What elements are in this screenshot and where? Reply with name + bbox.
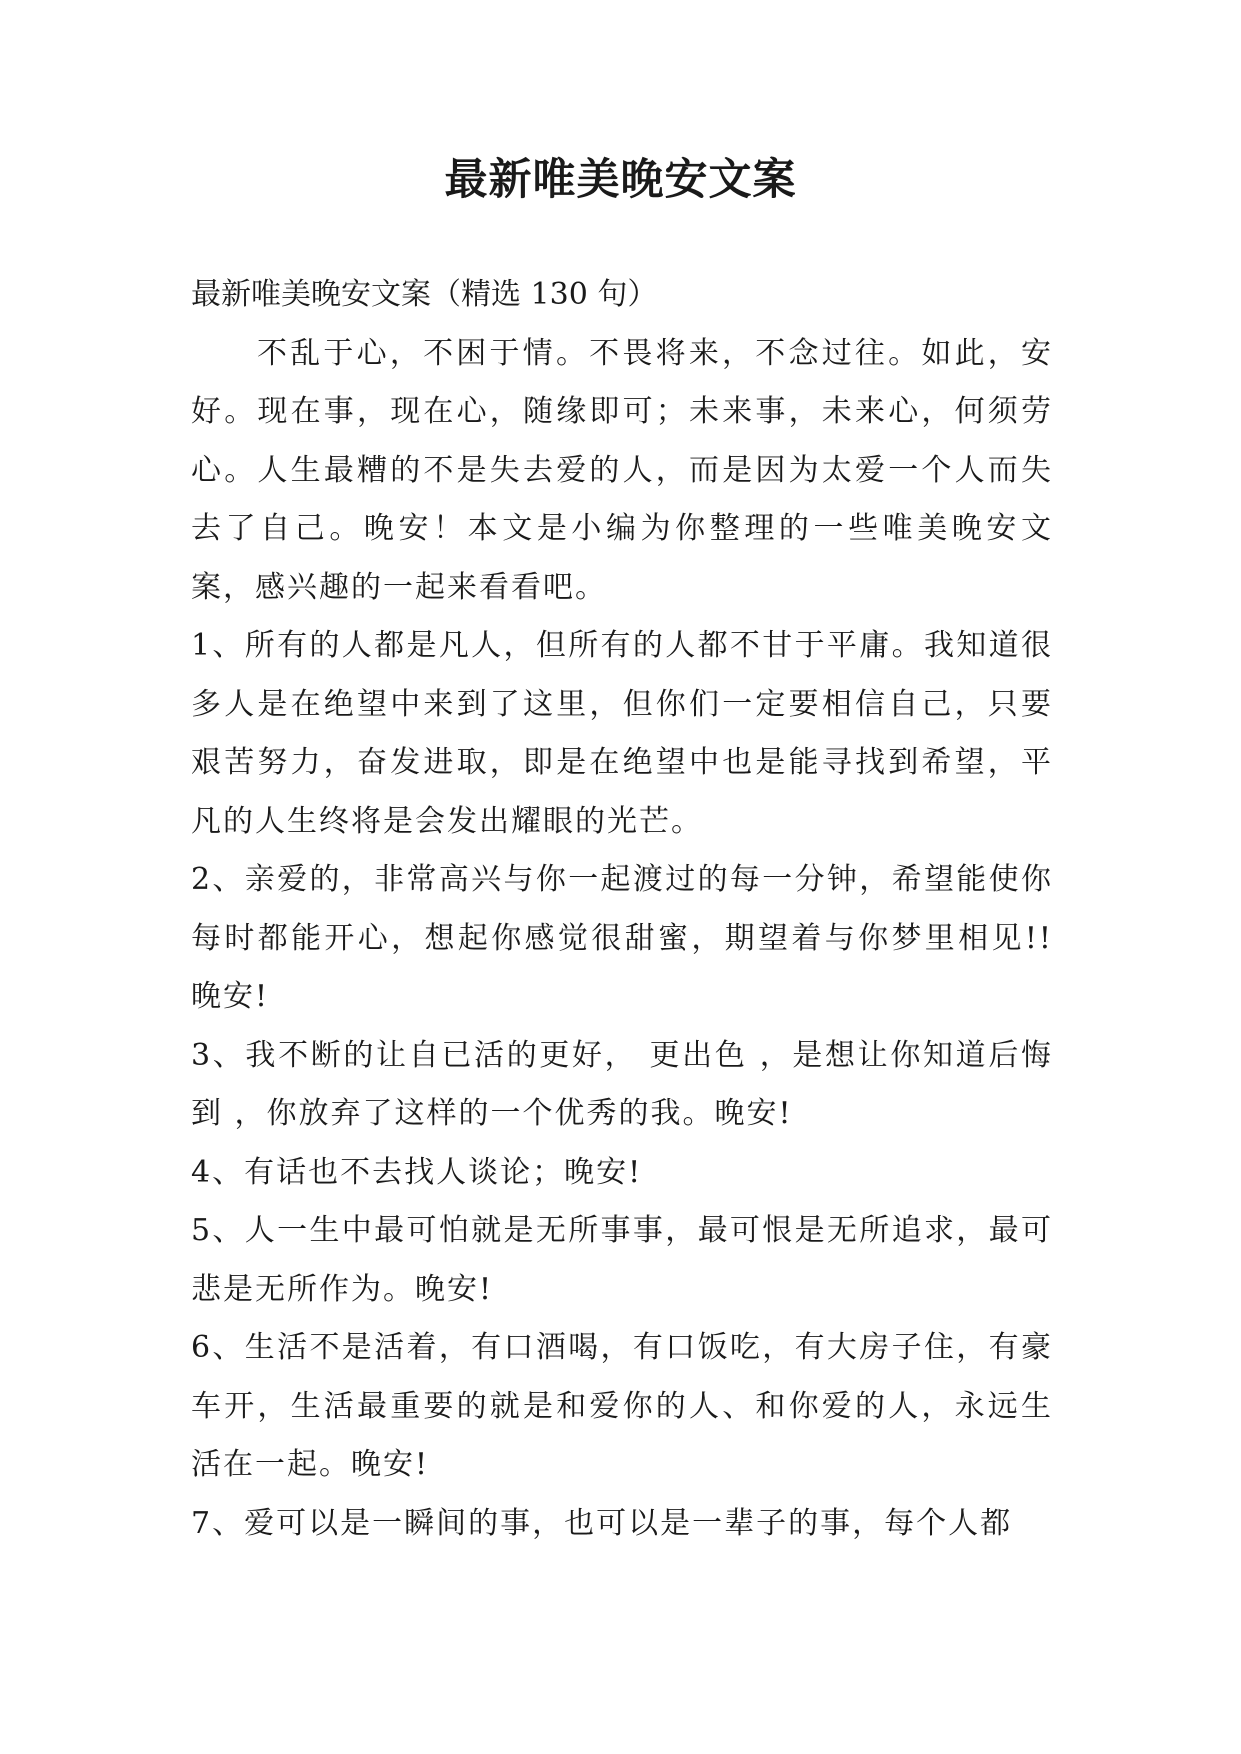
list-item: 5、人一生中最可怕就是无所事事，最可恨是无所追求，最可悲是无所作为。晚安! — [191, 1213, 1053, 1307]
intro-paragraph: 不乱于心，不困于情。不畏将来，不念过往。如此，安好。现在事，现在心，随缘即可；未来事，未来心，何须劳心。人生最糟的不是失去爱的人，而是因为太爱一个人而失去了自己。晚安！本文是小编为你整理的一些唯美晚安文案，感兴趣的一起来看看吧。 — [191, 335, 1053, 605]
list-item: 7、爱可以是一瞬间的事，也可以是一辈子的事，每个人都 — [191, 1505, 1013, 1541]
list-item: 3、我不断的让自已活的更好， 更出色 ，是想让你知道后悔到 ，你放弃了这样的一个优秀的我。晚安! — [191, 1037, 1053, 1131]
document-subtitle: 最新唯美晚安文案（精选 130 句） — [191, 277, 658, 312]
list-item: 1、所有的人都是凡人，但所有的人都不甘于平庸。我知道很多人是在绝望中来到了这里，但你们一定要相信自己，只要艰苦努力，奋发进取，即是在绝望中也是能寻找到希望，平凡的人生终将是会发出耀眼的光芒。 — [191, 628, 1053, 839]
document-title: 最新唯美晚安文案 — [444, 155, 797, 205]
list-item: 6、生活不是活着，有口酒喝，有口饭吃，有大房子住，有豪车开，生活最重要的就是和爱你的人、和你爱的人，永远生活在一起。晚安! — [191, 1330, 1053, 1482]
list-item: 4、有话也不去找人谈论；晚安! — [191, 1154, 643, 1190]
list-item: 2、亲爱的，非常高兴与你一起渡过的每一分钟，希望能使你每时都能开心，想起你感觉很甜蜜，期望着与你梦里相见!! 晚安! — [191, 862, 1053, 1014]
document-body — [191, 266, 1053, 1553]
